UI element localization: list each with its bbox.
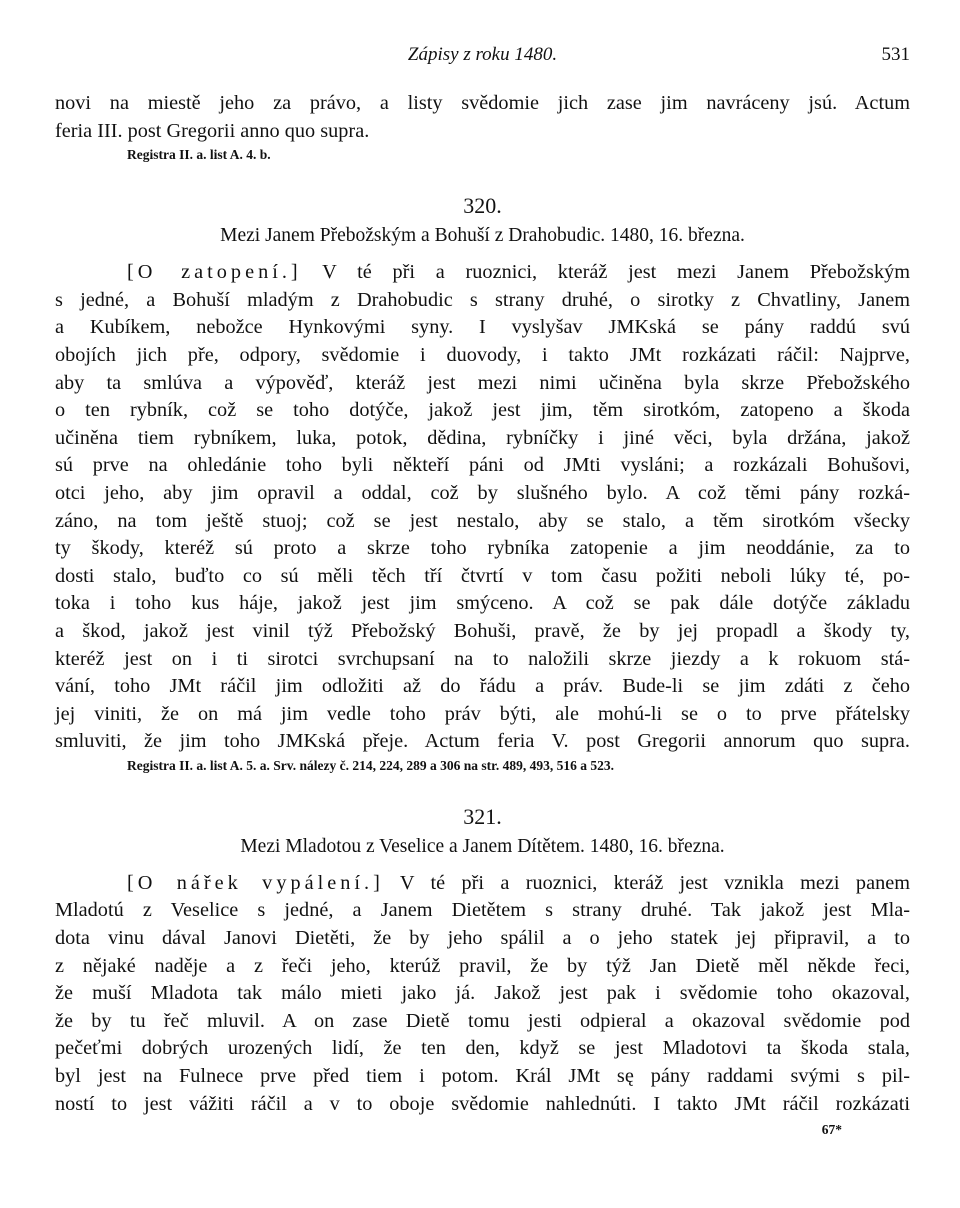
text-line: ty škody, kteréž sú proto a skrze toho rybníka zatopenie a jim neoddánie, za to — [55, 537, 910, 560]
running-title: Zápisy z roku 1480. — [407, 44, 558, 65]
text-line: ností to jest vážiti ráčil a v to oboje svědomie nahlednúti. I takto JMt ráčil rozkázati — [55, 1092, 910, 1115]
source-reference: Registra II. a. list A. 4. b. — [127, 147, 271, 163]
entry-number: 320. — [463, 193, 502, 219]
text-line: o ten rybník, což se toho dotýče, jakož jest jim, těm sirotkóm, zatopeno a škoda — [55, 399, 910, 422]
text-line: a Kubíkem, nebožce Hynkovými syny. I vyslyšav JMKská se pány raddú svú — [55, 316, 910, 339]
page-number: 531 — [881, 44, 910, 65]
text-line: že by tu řeč mluvil. A on zase Dietě tomu jesti odpieral a okazoval svědomie pod — [55, 1009, 910, 1032]
text-line: sú prve na ohledánie toho byli někteří páni od JMti vysláni; a rozkázali Bohušovi, — [55, 454, 910, 477]
text-line: záno, na tom ještě stuoj; což se jest nestalo, aby se stalo, a těm sirotkóm všecky — [55, 509, 910, 532]
marginal-note: [O zatopení.] — [127, 261, 302, 284]
page-header — [55, 44, 910, 70]
text-line: [O zatopení.] V té při a ruoznici, kteráž jest mezi Janem Přebožským — [127, 261, 911, 284]
text-line: novi na miestě jeho za právo, a listy svědomie jich zase jim navráceny jsú. Actum — [55, 92, 910, 114]
text-line: učiněna tiem rybníkem, luka, potok, dědina, rybníčky i jiné věci, byla držána, jakož — [55, 426, 910, 449]
text-line: toka i toho kus háje, jakož jest jim smýceno. A což se pak dále dotýče základu — [55, 592, 910, 615]
text-line: dota vinu dával Janovi Dietěti, že by jeho spálil a o jeho statek jej připravil, a to — [55, 927, 910, 950]
text-line: a škod, jakož jest vinil týž Přebožský Bohuši, pravě, že by jej propadl a škody ty, — [55, 619, 910, 642]
text-line: s jedné, a Bohuší mladým z Drahobudic s strany druhé, o sirotky z Chvatliny, Janem — [55, 288, 910, 311]
text-line: kteréž jest on i ti sirotci svrchupsaní na to naložili skrze jiezdy a k rokuom stá- — [55, 647, 910, 670]
source-reference: Registra II. a. list A. 5. a. Srv. nálezy č. 214, 224, 289 a 306 na str. 489, 493, 516 a 523. — [127, 757, 614, 773]
text-line: dosti stalo, buďto co sú měli těch tří čtvrtí v tom času požiti neboli lúky té, po- — [55, 564, 910, 587]
text-line: pečeťmi dobrých urozených lidí, že ten den, když se jest Mladotovi ta škoda stala, — [55, 1037, 910, 1060]
text-line: feria III. post Gregorii anno quo supra. — [55, 119, 370, 142]
signature-mark: 67* — [821, 1122, 842, 1138]
text-line: otci jeho, aby jim opravil a oddal, což by slušného bylo. A což těmi pány rozká- — [55, 481, 910, 504]
entry-title: Mezi Mladotou z Veselice a Janem Dítětem. 1480, 16. března. — [240, 835, 725, 857]
text-line: [O nářek vypálení.] V té při a ruoznici, kteráž jest vznikla mezi panem — [127, 871, 910, 894]
text-line: že muší Mladota tak málo mieti jako já. Jakož jest pak i svědomie toho okazoval, — [55, 982, 910, 1005]
text-line: smluviti, že jim toho JMKská přeje. Actum feria V. post Gregorii annorum quo supra. — [55, 730, 910, 753]
marginal-note: [O nářek vypálení.] — [127, 871, 384, 894]
text-line: vání, toho JMt ráčil jim odložiti až do řádu a práv. Bude-li se jim zdáti z čeho — [55, 675, 910, 698]
text-line: Mladotú z Veselice s jedné, a Janem Dietětem s strany druhé. Tak jakož jest Mla- — [55, 899, 910, 922]
text-line: z nějaké naděje a z řeči jeho, kterúž pravil, že by týž Jan Dietě měl někde řeci, — [55, 954, 910, 977]
text-line: jej viniti, že on má jim vedle toho práv býti, ale mohú-li se o to prve přátelsky — [55, 702, 910, 725]
entry-number: 321. — [463, 803, 502, 829]
text-line: aby ta smlúva a výpověď, kteráž jest mezi nimi učiněna byla skrze Přebožského — [55, 371, 910, 394]
entry-title: Mezi Janem Přebožským a Bohuší z Drahobudic. 1480, 16. března. — [220, 225, 745, 247]
text-line: obojích jich pře, odpory, svědomie i duovody, i takto JMt rozkázati ráčil: Najprve, — [55, 343, 910, 366]
text-line: byl jest na Fulnece prve před tiem i potom. Král JMt sę pány raddami svými s pil- — [55, 1065, 910, 1088]
page-body — [55, 90, 910, 1138]
